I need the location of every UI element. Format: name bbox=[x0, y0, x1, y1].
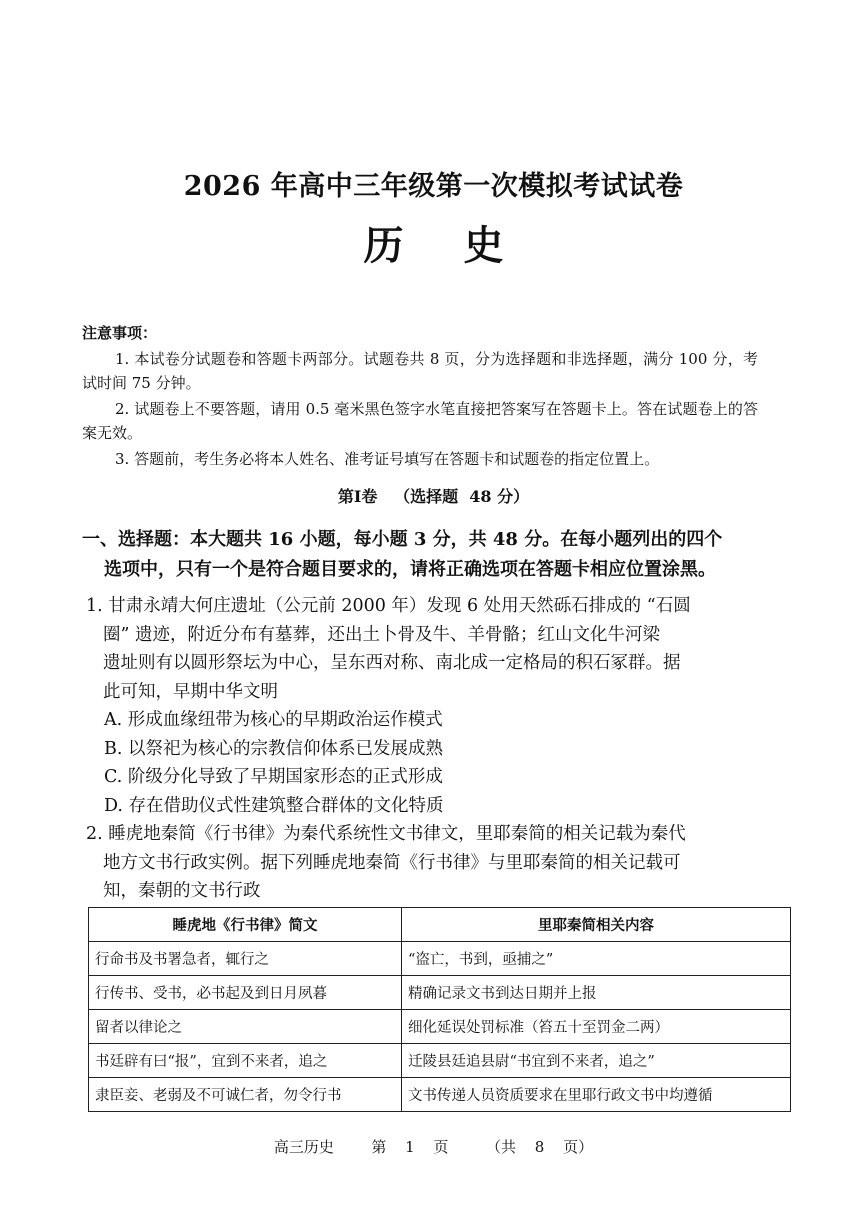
table-header-cell: 睡虎地《行书律》简文 bbox=[89, 908, 402, 942]
option-a: A. 形成血缘纽带为核心的早期政治运作模式 bbox=[104, 710, 443, 730]
page-footer: 高三历史 第 1 页 （共 8 页） bbox=[273, 1138, 594, 1156]
option-b: B. 以祭祀为核心的宗教信仰体系已发展成熟 bbox=[104, 738, 443, 759]
volume-heading: 第Ⅰ卷 （选择题 48 分） bbox=[337, 487, 530, 506]
comparison-table bbox=[88, 907, 791, 1112]
section-line: 选项中，只有一个是符合题目要求的，请将正确选项在答题卡相应位置涂黑。 bbox=[104, 559, 716, 580]
table-cell: 书廷辟有曰“报”，宜到不来者，追之 bbox=[89, 1044, 402, 1078]
question-text-line: 1. 甘肃永靖大何庄遗址（公元前 2000 年）发现 6 处用天然砾石排成的 “石圆 bbox=[86, 596, 691, 616]
table-cell: “盗亡，书到，亟捕之” bbox=[402, 942, 791, 976]
table-cell: 精确记录文书到达日期并上报 bbox=[402, 976, 791, 1010]
question-text-line: 地方文书行政实例。据下列睡虎地秦简《行书律》与里耶秦简的相关记载可 bbox=[103, 852, 681, 873]
section-instructions bbox=[82, 525, 772, 585]
question-text-line: 此可知，早期中华文明 bbox=[103, 681, 278, 702]
table-header-cell: 里耶秦简相关内容 bbox=[402, 908, 791, 942]
subject-title: 历史 bbox=[363, 222, 564, 269]
option-c: C. 阶级分化导致了早期国家形态的正式形成 bbox=[104, 767, 443, 787]
table-cell: 行传书、受书，必书起及到日月夙暮 bbox=[89, 976, 402, 1010]
question-2 bbox=[86, 820, 776, 906]
table-cell: 行命书及书署急者，辄行之 bbox=[89, 942, 402, 976]
question-text-line: 圈” 遗迹，附近分布有墓葬，还出土卜骨及牛、羊骨骼；红山文化牛河梁 bbox=[103, 624, 661, 645]
table-cell: 隶臣妾、老弱及不可诚仁者，勿令行书 bbox=[89, 1078, 402, 1112]
question-text-line: 2. 睡虎地秦简《行书律》为秦代系统性文书律文，里耶秦简的相关记载为秦代 bbox=[86, 824, 686, 844]
note-item: 1. 本试卷分试题卷和答题卡两部分。试题卷共 8 页，分为选择题和非选择题，满分 100 分，考试时间 75 分钟。 bbox=[82, 350, 758, 392]
question-1 bbox=[86, 592, 776, 820]
table-row bbox=[89, 1010, 791, 1044]
table-header-row bbox=[89, 908, 791, 942]
question-text-line: 知，秦朝的文书行政 bbox=[103, 881, 261, 901]
section-line: 一、选择题：本大题共 16 小题，每小题 3 分，共 48 分。在每小题列出的四个 bbox=[82, 529, 723, 550]
table-row bbox=[89, 976, 791, 1010]
exam-title: 2026 年高中三年级第一次模拟考试试卷 bbox=[183, 171, 684, 202]
table-row bbox=[89, 1078, 791, 1112]
note-item: 2. 试题卷上不要答题，请用 0.5 毫米黑色签字水笔直接把答案写在答题卡上。答在试题卷上的答案无效。 bbox=[82, 400, 758, 442]
notes-heading: 注意事项： bbox=[82, 324, 158, 342]
table-cell: 细化延误处罚标准（笞五十至罚金二两） bbox=[402, 1010, 791, 1044]
table-row bbox=[89, 1044, 791, 1078]
note-item: 3. 答题前，考生务必将本人姓名、准考证号填写在答题卡和试题卷的指定位置上。 bbox=[115, 450, 660, 468]
table-cell: 文书传递人员资质要求在里耶行政文书中均遵循 bbox=[402, 1078, 791, 1112]
question-text-line: 遗址则有以圆形祭坛为中心，呈东西对称、南北成一定格局的积石冢群。据 bbox=[103, 653, 681, 673]
table-cell: 迁陵县廷追县尉“书宜到不来者，追之” bbox=[402, 1044, 791, 1078]
table-row bbox=[89, 942, 791, 976]
table-cell: 留者以律论之 bbox=[89, 1010, 402, 1044]
option-d: D. 存在借助仪式性建筑整合群体的文化特质 bbox=[104, 795, 444, 816]
